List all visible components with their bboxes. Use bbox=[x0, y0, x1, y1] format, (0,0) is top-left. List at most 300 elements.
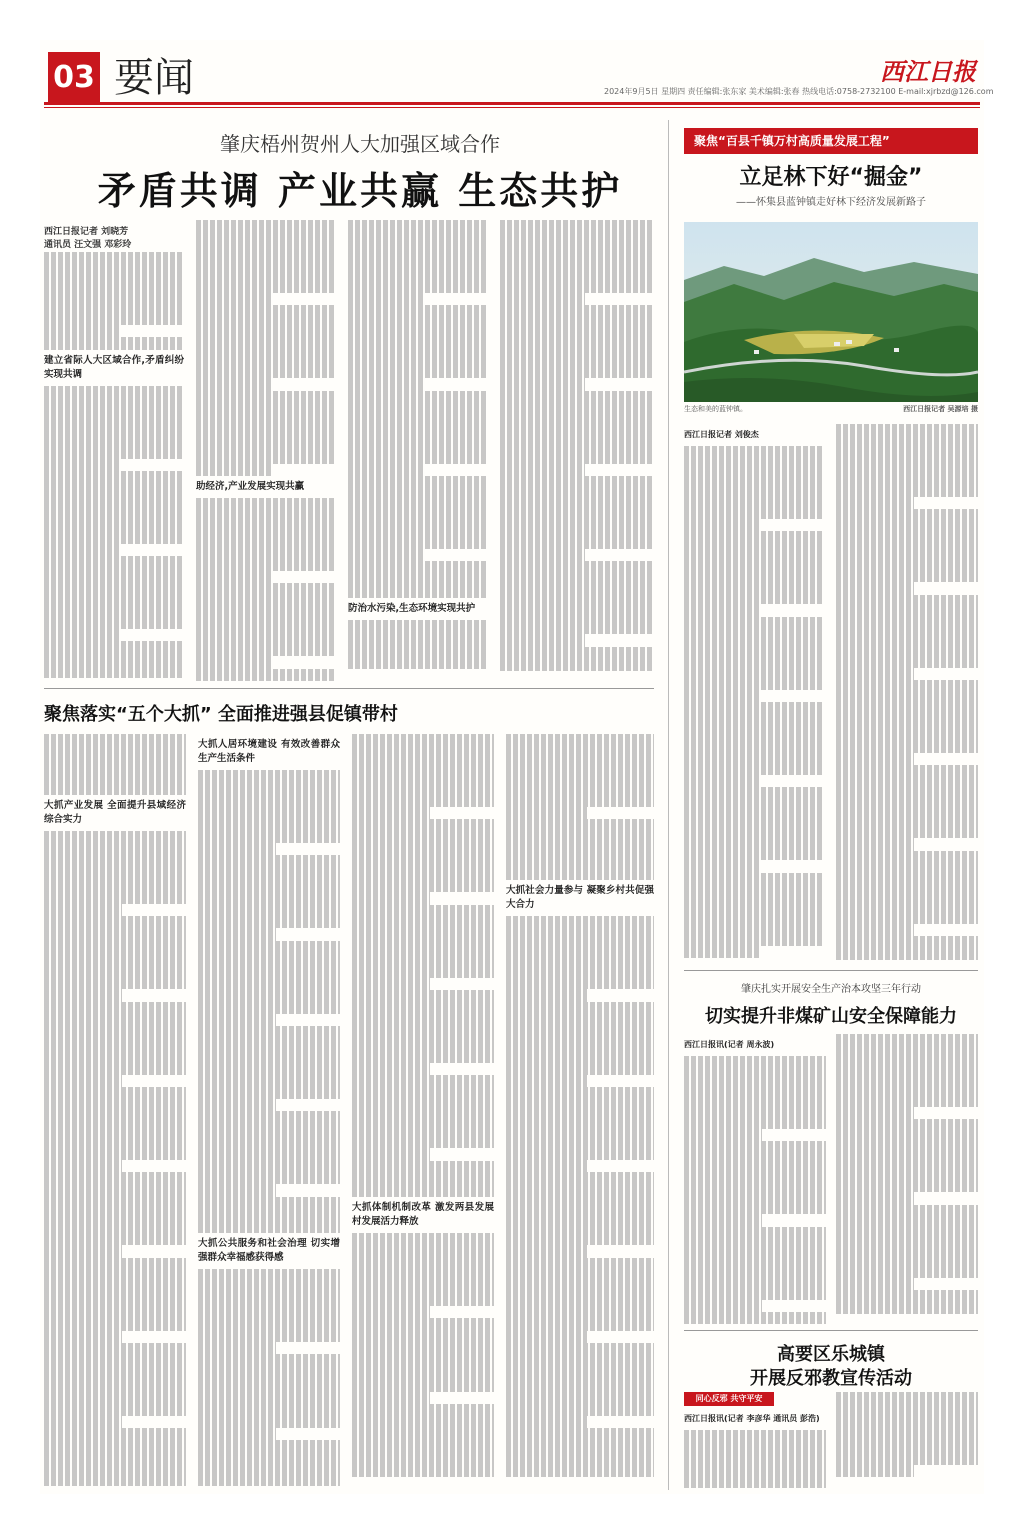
body-text-line bbox=[500, 573, 654, 585]
body-text-line bbox=[500, 427, 654, 439]
body-text-line bbox=[44, 386, 184, 398]
body-text-line bbox=[44, 843, 186, 855]
body-text-line bbox=[836, 534, 978, 546]
body-text-line bbox=[198, 880, 340, 892]
body-text-line bbox=[44, 1245, 122, 1257]
body-text-line bbox=[352, 892, 430, 904]
body-text-line bbox=[506, 832, 654, 844]
side-headline: 立足林下好“掘金” bbox=[739, 165, 923, 190]
body-text-line bbox=[836, 692, 978, 704]
body-text-line bbox=[836, 436, 978, 448]
body-text-line bbox=[44, 313, 184, 325]
story2-subhead-4: 大抓公共服务和社会治理 切实增强群众幸福感获得感 bbox=[198, 1238, 340, 1264]
body-text-line bbox=[836, 473, 978, 485]
body-text-block bbox=[836, 424, 978, 960]
body-text-block bbox=[196, 498, 336, 681]
body-text-line bbox=[44, 568, 184, 580]
body-text-line bbox=[44, 758, 186, 770]
body-text-line bbox=[836, 656, 978, 668]
body-text-line bbox=[44, 771, 186, 783]
body-text-line bbox=[506, 758, 654, 770]
body-text-line bbox=[684, 1275, 826, 1287]
body-text-line bbox=[44, 1209, 186, 1221]
section-name: 要闻 bbox=[114, 55, 194, 101]
story4-headline-line2: 开展反邪教宣传活动 bbox=[750, 1368, 912, 1389]
body-text-block bbox=[352, 1233, 494, 1477]
issue-meta: 2024年9月5日 星期四 责任编辑:张东家 美术编辑:张春 热线电话:0758-2732100 E-mail:xjrbzd@126.com bbox=[604, 87, 994, 96]
body-text-line bbox=[196, 510, 336, 522]
body-text-line bbox=[196, 498, 336, 510]
body-text-line bbox=[348, 464, 425, 476]
body-text-line bbox=[352, 1306, 430, 1318]
body-text-line bbox=[506, 1379, 654, 1391]
body-text-line bbox=[196, 595, 336, 607]
body-text-line bbox=[506, 965, 654, 977]
body-text-line bbox=[836, 741, 978, 753]
body-text-line bbox=[684, 934, 824, 946]
body-text-line bbox=[500, 500, 654, 512]
body-text-line bbox=[352, 1343, 494, 1355]
body-text-line bbox=[352, 917, 494, 929]
body-text-line bbox=[44, 532, 184, 544]
body-text-line bbox=[836, 875, 978, 887]
body-text-line bbox=[196, 427, 336, 439]
body-text-line bbox=[684, 531, 824, 543]
body-text-line bbox=[352, 1161, 494, 1173]
body-text-block bbox=[352, 734, 494, 1197]
body-text-line bbox=[196, 220, 336, 232]
body-text-line bbox=[44, 252, 184, 264]
body-text-line bbox=[836, 1046, 978, 1058]
body-text-line bbox=[198, 1050, 340, 1062]
body-text-line bbox=[506, 941, 654, 953]
body-text-line bbox=[506, 783, 654, 795]
body-text-line bbox=[836, 814, 978, 826]
story2-col-1 bbox=[44, 734, 186, 1486]
side-divider-2 bbox=[684, 1330, 978, 1331]
body-text-line bbox=[836, 424, 978, 436]
body-text-line bbox=[500, 293, 585, 305]
body-text-line bbox=[506, 1318, 654, 1330]
body-text-line bbox=[836, 1192, 914, 1204]
body-text-line bbox=[506, 1404, 654, 1416]
body-text-line bbox=[836, 461, 978, 473]
body-text-line bbox=[500, 415, 654, 427]
section-number: 03 bbox=[48, 52, 100, 104]
body-text-line bbox=[352, 1453, 494, 1465]
body-text-line bbox=[684, 726, 824, 738]
body-text-line bbox=[44, 483, 184, 495]
body-text-line bbox=[196, 608, 336, 620]
body-text-line bbox=[198, 1476, 340, 1486]
story3-kicker: 肇庆扎实开展安全生产治本攻坚三年行动 bbox=[741, 984, 921, 995]
body-text-line bbox=[684, 519, 761, 531]
body-text-line bbox=[44, 289, 184, 301]
body-text-line bbox=[684, 860, 761, 872]
body-text-line bbox=[44, 1355, 186, 1367]
body-text-line bbox=[836, 912, 978, 924]
body-text-line bbox=[684, 653, 824, 665]
lead-col-2 bbox=[196, 220, 336, 682]
body-text-line bbox=[836, 1217, 978, 1229]
body-text-line bbox=[44, 941, 186, 953]
body-text-line bbox=[44, 868, 186, 880]
masthead-rule bbox=[44, 102, 980, 105]
body-text-line bbox=[352, 1039, 494, 1051]
body-text-line bbox=[836, 1465, 914, 1477]
body-text-line bbox=[506, 1392, 654, 1404]
body-text-line bbox=[684, 1178, 826, 1190]
newspaper-logo: 西江日报 bbox=[880, 57, 976, 86]
body-text-line bbox=[348, 500, 488, 512]
body-text-line bbox=[44, 1379, 186, 1391]
body-text-line bbox=[500, 305, 654, 317]
story2-subhead-2: 大抓人居环境建设 有效改善群众生产生活条件 bbox=[198, 739, 340, 764]
body-text-line bbox=[348, 561, 488, 573]
body-text-line bbox=[352, 941, 494, 953]
body-text-line bbox=[44, 855, 186, 867]
body-text-line bbox=[352, 832, 494, 844]
body-text-line bbox=[500, 403, 654, 415]
body-text-line bbox=[44, 1087, 186, 1099]
body-text-line bbox=[506, 844, 654, 856]
body-text-line bbox=[684, 702, 824, 714]
body-text-line bbox=[506, 1087, 654, 1099]
body-text-line bbox=[684, 641, 824, 653]
body-text-line bbox=[198, 1330, 340, 1342]
lead-kicker: 肇庆梧州贺州人大加强区域合作 bbox=[220, 132, 500, 156]
body-text-line bbox=[44, 276, 184, 288]
body-text-line bbox=[836, 717, 978, 729]
body-text-line bbox=[836, 1205, 978, 1217]
body-text-line bbox=[506, 1038, 654, 1050]
body-text-line bbox=[352, 1367, 494, 1379]
body-text-line bbox=[348, 586, 488, 598]
body-text-block bbox=[198, 770, 340, 1233]
body-text-line bbox=[506, 868, 654, 880]
body-text-line bbox=[196, 318, 336, 330]
body-text-line bbox=[500, 452, 654, 464]
body-text-line bbox=[198, 916, 340, 928]
body-text-line bbox=[836, 1071, 978, 1083]
body-text-line bbox=[198, 1002, 340, 1014]
body-text-line bbox=[506, 819, 654, 831]
body-text-line bbox=[500, 513, 654, 525]
body-text-line bbox=[684, 1263, 826, 1275]
body-text-line bbox=[684, 690, 761, 702]
body-text-line bbox=[198, 1367, 340, 1379]
body-text-line bbox=[506, 807, 587, 819]
body-text-line bbox=[506, 771, 654, 783]
body-text-line bbox=[44, 977, 186, 989]
body-text-line bbox=[44, 783, 186, 795]
body-text-line bbox=[348, 305, 488, 317]
body-text-line bbox=[506, 1428, 654, 1440]
body-text-line bbox=[500, 269, 654, 281]
side-subtitle: ——怀集县蓝钟镇走好林下经济发展新路子 bbox=[736, 197, 926, 208]
body-text-line bbox=[352, 1318, 494, 1330]
body-text-line bbox=[348, 366, 488, 378]
body-text-block bbox=[44, 252, 184, 350]
body-text-block bbox=[684, 1430, 826, 1488]
body-text-line bbox=[348, 244, 488, 256]
body-text-line bbox=[506, 1282, 654, 1294]
body-text-line bbox=[836, 838, 914, 850]
body-text-line bbox=[684, 1068, 826, 1080]
body-text-line bbox=[684, 1251, 826, 1263]
body-text-line bbox=[684, 1056, 826, 1068]
body-text-line bbox=[348, 232, 488, 244]
side-byline: 西江日报记者 刘俊杰 bbox=[684, 430, 759, 439]
body-text-line bbox=[198, 1136, 340, 1148]
body-text-line bbox=[684, 1093, 826, 1105]
body-text-line bbox=[684, 1467, 826, 1479]
body-text-line bbox=[836, 595, 978, 607]
body-text-line bbox=[506, 1002, 654, 1014]
body-text-line bbox=[684, 544, 824, 556]
body-text-line bbox=[198, 1221, 340, 1233]
body-text-line bbox=[198, 965, 340, 977]
body-text-line bbox=[44, 666, 184, 678]
body-text-line bbox=[348, 330, 488, 342]
column-divider bbox=[668, 120, 669, 1490]
body-text-line bbox=[348, 354, 488, 366]
body-text-line bbox=[836, 1156, 978, 1168]
body-text-line bbox=[684, 580, 824, 592]
body-text-line bbox=[198, 1123, 340, 1135]
body-text-line bbox=[198, 1354, 340, 1366]
body-text-line bbox=[348, 573, 488, 585]
body-text-line bbox=[44, 446, 184, 458]
body-text-line bbox=[44, 1136, 186, 1148]
body-text-line bbox=[348, 342, 488, 354]
body-text-line bbox=[198, 989, 340, 1001]
body-text-line bbox=[500, 561, 654, 573]
body-text-line bbox=[352, 819, 494, 831]
body-text-line bbox=[506, 989, 587, 1001]
body-text-line bbox=[506, 734, 654, 746]
body-text-line bbox=[836, 1441, 978, 1453]
body-text-line bbox=[684, 1288, 826, 1300]
body-text-line bbox=[198, 1087, 340, 1099]
body-text-line bbox=[44, 1318, 186, 1330]
body-text-line bbox=[352, 978, 430, 990]
body-text-line bbox=[836, 546, 978, 558]
story4-byline: 西江日报讯(记者 李彦华 通讯员 彭浩) bbox=[684, 1414, 820, 1423]
body-text-line bbox=[348, 620, 488, 632]
body-text-line bbox=[44, 1172, 186, 1184]
body-text-line bbox=[198, 807, 340, 819]
body-text-line bbox=[348, 293, 425, 305]
body-text-line bbox=[44, 1160, 122, 1172]
body-text-line bbox=[836, 1253, 978, 1265]
landscape-illustration bbox=[684, 222, 978, 402]
body-text-line bbox=[348, 549, 425, 561]
body-text-line bbox=[500, 439, 654, 451]
body-text-line bbox=[506, 1416, 587, 1428]
body-text-line bbox=[348, 269, 488, 281]
body-text-line bbox=[44, 1306, 186, 1318]
body-text-line bbox=[352, 844, 494, 856]
body-text-line bbox=[44, 1343, 186, 1355]
body-text-line bbox=[198, 1318, 340, 1330]
body-text-line bbox=[684, 604, 761, 616]
body-text-line bbox=[836, 522, 978, 534]
body-text-line bbox=[44, 325, 121, 337]
body-text-line bbox=[684, 799, 824, 811]
body-text-block bbox=[506, 916, 654, 1477]
body-text-line bbox=[44, 605, 184, 617]
body-text-line bbox=[836, 1119, 978, 1131]
body-text-block bbox=[44, 386, 184, 679]
body-text-line bbox=[198, 794, 340, 806]
body-text-line bbox=[198, 1403, 340, 1415]
body-text-block bbox=[196, 220, 336, 476]
body-text-line bbox=[348, 427, 488, 439]
body-text-line bbox=[684, 1239, 826, 1251]
story4-col-1 bbox=[684, 1410, 826, 1488]
body-text-line bbox=[836, 826, 978, 838]
body-text-line bbox=[684, 1300, 762, 1312]
body-text-line bbox=[836, 582, 914, 594]
story2-col-4 bbox=[506, 734, 654, 1486]
body-text-line bbox=[506, 795, 654, 807]
body-text-line bbox=[836, 1180, 978, 1192]
body-text-line bbox=[348, 220, 488, 232]
body-text-line bbox=[198, 1111, 340, 1123]
body-text-line bbox=[196, 293, 273, 305]
body-text-line bbox=[44, 1440, 186, 1452]
body-text-line bbox=[198, 1063, 340, 1075]
body-text-line bbox=[44, 459, 121, 471]
photo-credit: 西江日报记者 吴源培 摄 bbox=[903, 405, 978, 413]
masthead bbox=[44, 48, 994, 101]
body-text-line bbox=[44, 831, 186, 843]
body-text-line bbox=[44, 1221, 186, 1233]
body-text-line bbox=[352, 868, 494, 880]
body-text-line bbox=[684, 836, 824, 848]
body-text-line bbox=[836, 1278, 914, 1290]
body-text-line bbox=[684, 665, 824, 677]
body-text-line bbox=[196, 366, 336, 378]
body-text-line bbox=[836, 619, 978, 631]
body-text-line bbox=[500, 281, 654, 293]
body-text-line bbox=[198, 1464, 340, 1476]
body-text-line bbox=[352, 1027, 494, 1039]
body-text-line bbox=[44, 593, 184, 605]
body-text-line bbox=[44, 1148, 186, 1160]
story4-tag: 同心反邪 共守平安 bbox=[684, 1392, 774, 1406]
body-text-line bbox=[684, 1190, 826, 1202]
body-text-line bbox=[44, 1075, 122, 1087]
body-text-line bbox=[352, 807, 430, 819]
body-text-line bbox=[836, 1132, 978, 1144]
body-text-line bbox=[44, 1453, 186, 1465]
body-text-line bbox=[44, 989, 122, 1001]
photo-caption-row bbox=[684, 404, 978, 414]
body-text-line bbox=[684, 812, 824, 824]
body-text-line bbox=[352, 1148, 430, 1160]
body-text-line bbox=[684, 885, 824, 897]
body-text-line bbox=[500, 342, 654, 354]
body-text-line bbox=[352, 1185, 494, 1197]
body-text-line bbox=[352, 905, 494, 917]
body-text-line bbox=[44, 1099, 186, 1111]
body-text-line bbox=[348, 513, 488, 525]
body-text-line bbox=[352, 1416, 494, 1428]
body-text-line bbox=[352, 856, 494, 868]
body-text-line bbox=[684, 897, 824, 909]
body-text-block bbox=[684, 446, 824, 958]
body-text-line bbox=[352, 1112, 494, 1124]
body-text-line bbox=[198, 1269, 340, 1281]
body-text-line bbox=[198, 1197, 340, 1209]
body-text-line bbox=[352, 1136, 494, 1148]
body-text-line bbox=[352, 746, 494, 758]
masthead-rule-thin bbox=[44, 107, 980, 108]
body-text-line bbox=[352, 758, 494, 770]
side-banner-label: 聚焦“百县千镇万村高质量发展工程” bbox=[694, 134, 890, 148]
body-text-line bbox=[684, 470, 824, 482]
body-text-line bbox=[44, 1050, 186, 1062]
body-text-block bbox=[44, 734, 186, 795]
body-text-line bbox=[684, 1202, 826, 1214]
body-text-line bbox=[506, 1026, 654, 1038]
body-text-line bbox=[44, 507, 184, 519]
body-text-line bbox=[836, 1083, 978, 1095]
body-text-line bbox=[44, 544, 121, 556]
body-text-line bbox=[348, 656, 488, 668]
body-text-line bbox=[836, 1290, 978, 1302]
body-text-line bbox=[196, 547, 336, 559]
body-text-line bbox=[836, 729, 978, 741]
body-text-line bbox=[196, 559, 336, 571]
body-text-line bbox=[44, 1111, 186, 1123]
body-text-line bbox=[348, 452, 488, 464]
body-text-line bbox=[44, 581, 184, 593]
body-text-line bbox=[836, 1416, 978, 1428]
body-text-line bbox=[198, 953, 340, 965]
body-text-line bbox=[198, 941, 340, 953]
body-text-line bbox=[44, 301, 184, 313]
body-text-block bbox=[500, 220, 654, 671]
body-text-line bbox=[836, 863, 978, 875]
body-text-line bbox=[44, 1014, 186, 1026]
body-text-line bbox=[836, 1229, 978, 1241]
body-text-line bbox=[352, 1087, 494, 1099]
body-text-line bbox=[198, 1026, 340, 1038]
body-text-line bbox=[506, 1245, 587, 1257]
body-text-line bbox=[348, 439, 488, 451]
body-text-line bbox=[836, 631, 978, 643]
lead-subhead-1: 建立省际人大区域合作,矛盾纠纷实现共调 bbox=[44, 354, 184, 380]
body-text-line bbox=[198, 1342, 276, 1354]
body-text-line bbox=[836, 1034, 978, 1046]
body-text-line bbox=[506, 1014, 654, 1026]
body-text-line bbox=[198, 1038, 340, 1050]
body-text-line bbox=[506, 1331, 587, 1343]
body-text-line bbox=[500, 586, 654, 598]
body-text-line bbox=[352, 795, 494, 807]
body-text-line bbox=[684, 1129, 762, 1141]
body-text-line bbox=[196, 403, 336, 415]
body-text-line bbox=[506, 746, 654, 758]
body-text-block bbox=[836, 1392, 978, 1477]
body-text-line bbox=[198, 928, 276, 940]
body-text-line bbox=[196, 257, 336, 269]
body-text-line bbox=[198, 770, 340, 782]
body-text-line bbox=[684, 1312, 826, 1324]
